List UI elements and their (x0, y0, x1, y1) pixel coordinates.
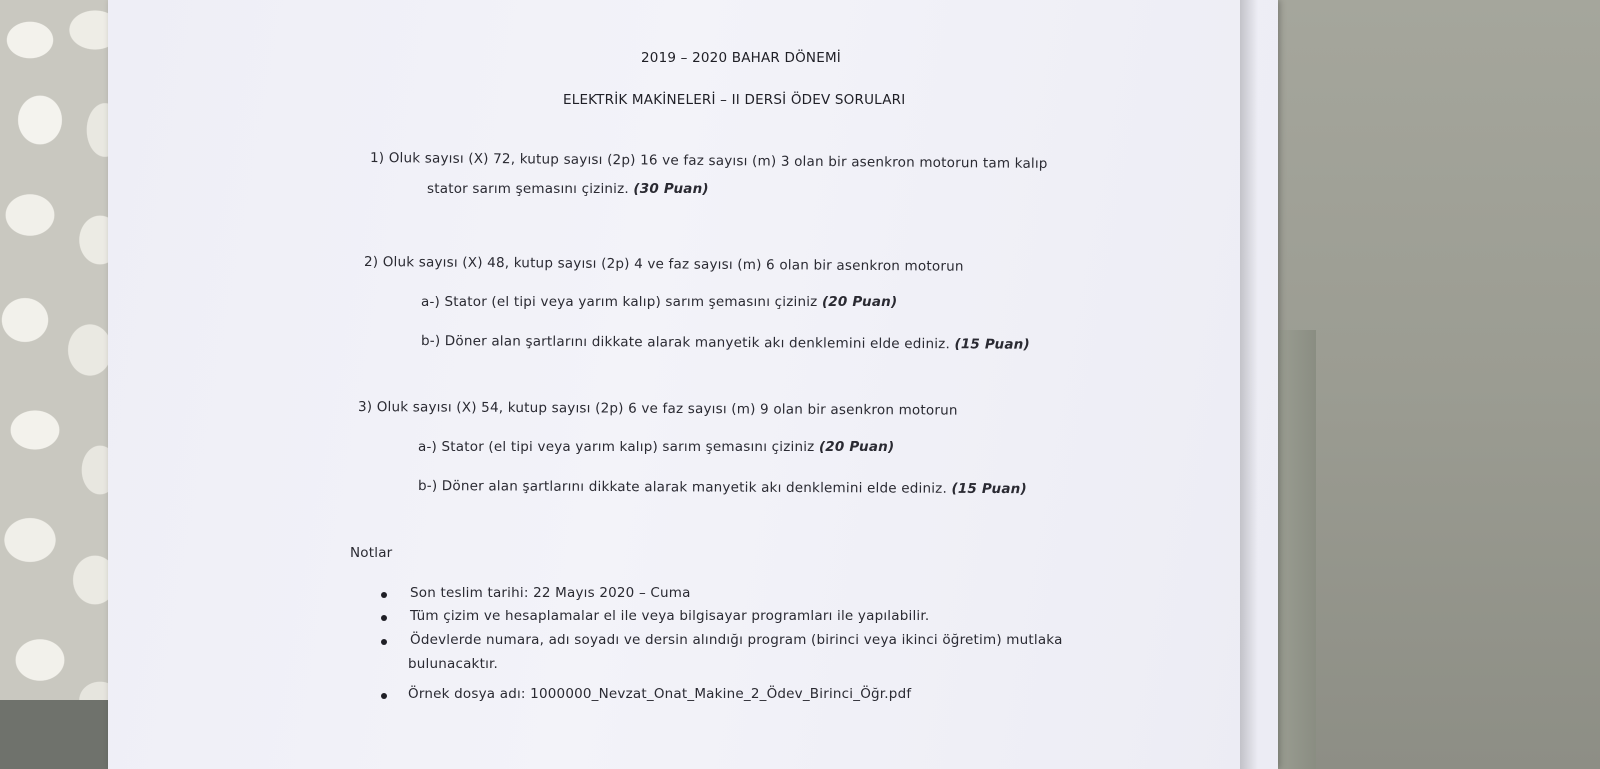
notes-title: Notlar (350, 545, 393, 561)
question-2-part-a-points: (20 Puan) (821, 294, 898, 310)
question-2-line-1: 2) Oluk sayısı (X) 48, kutup sayısı (2p) 4 ve faz sayısı (m) 6 olan bir asenkron motorun (363, 254, 964, 275)
note-item-tools: Tüm çizim ve hesaplamalar el ile veya bilgisayar programları ile yapılabilir. (410, 608, 930, 624)
bullet-icon (381, 615, 387, 621)
note-item-filename-example: Örnek dosya adı: 1000000_Nevzat_Onat_Makine_2_Ödev_Birinci_Öğr.pdf (408, 686, 912, 702)
bullet-icon (381, 639, 387, 645)
course-title: ELEKTRİK MAKİNELERİ – II DERSİ ÖDEV SORULARI (563, 92, 906, 108)
question-1-text: stator sarım şemasını çiziniz. (427, 181, 629, 197)
question-2-part-b-text: b-) Döner alan şartlarını dikkate alarak manyetik akı denklemini elde ediniz. (420, 333, 951, 353)
homework-sheet (108, 0, 1278, 769)
question-3-part-a (418, 439, 894, 455)
question-3-part-a-points: (20 Puan) (818, 439, 895, 455)
question-1-line-1: 1) Oluk sayısı (X) 72, kutup sayısı (2p) 16 ve faz sayısı (m) 3 olan bir asenkron motorun tam kalıp (369, 150, 1048, 172)
note-item-required-info-continuation: bulunacaktır. (408, 656, 499, 672)
bullet-icon (381, 693, 387, 699)
question-3-part-b-points: (15 Puan) (951, 480, 1027, 498)
question-2-part-a (421, 294, 897, 310)
question-2-part-b-points: (15 Puan) (954, 336, 1030, 353)
sheet-edge-shadow (1240, 0, 1258, 769)
note-item-required-info: Ödevlerde numara, adı soyadı ve dersin alındığı program (birinci veya ikinci öğretim) mutlaka (410, 632, 1063, 648)
question-1-points: (30 Puan) (633, 181, 709, 197)
question-3-part-a-text: a-) Stator (el tipi veya yarım kalıp) sarım şemasını çiziniz (418, 439, 815, 455)
note-item-deadline: Son teslim tarihi: 22 Mayıs 2020 – Cuma (410, 585, 691, 601)
question-3-line-1: 3) Oluk sayısı (X) 54, kutup sayısı (2p) 6 ve faz sayısı (m) 9 olan bir asenkron motorun (357, 399, 958, 419)
bullet-icon (381, 592, 387, 598)
question-3-part-b (418, 478, 1027, 497)
question-3-part-b-text: b-) Döner alan şartlarını dikkate alarak manyetik akı denklemini elde ediniz. (417, 478, 948, 497)
term-heading: 2019 – 2020 BAHAR DÖNEMİ (641, 50, 841, 66)
question-2-part-a-text: a-) Stator (el tipi veya yarım kalıp) sarım şemasını çiziniz (421, 294, 818, 310)
question-1-line-2 (427, 181, 709, 197)
